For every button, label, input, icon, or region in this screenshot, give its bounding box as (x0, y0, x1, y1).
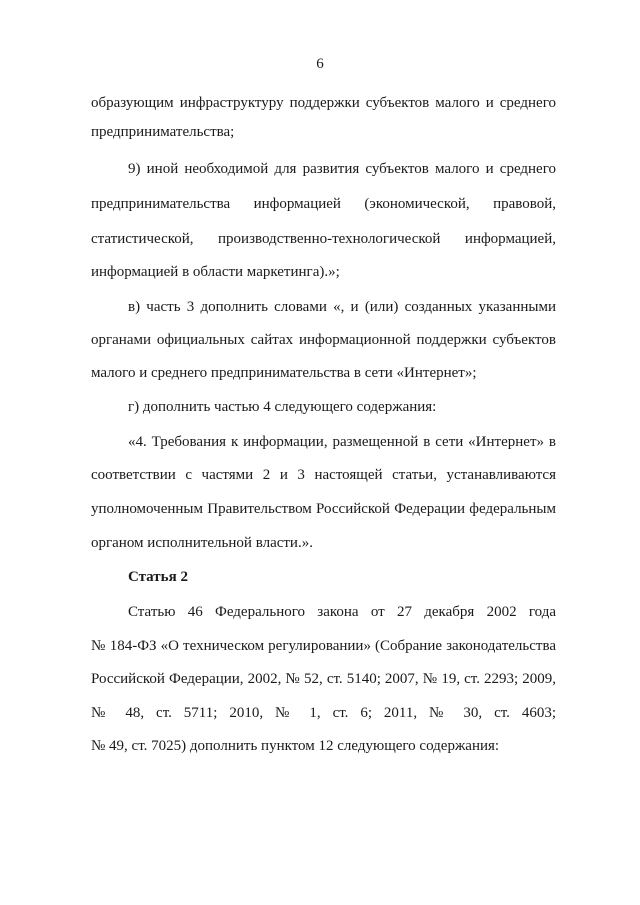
text-line: № 49, ст. 7025) дополнить пунктом 12 следующего содержания: (91, 738, 500, 754)
text-line: органами официальных сайтах информационной поддержки субъектов (91, 332, 556, 348)
page-number: 6 (316, 56, 324, 72)
text-line: 9) иной необходимой для развития субъектов малого и среднего (128, 161, 556, 177)
text-line: в) часть 3 дополнить словами «, и (или) созданных указанными (128, 299, 556, 315)
article-heading: Статья 2 (128, 569, 188, 585)
text-line: образующим инфраструктуру поддержки субъектов малого и среднего (91, 95, 556, 111)
text-line: № 48, ст. 5711; 2010, № 1, ст. 6; 2011, № 30, ст. 4603; (91, 705, 556, 721)
text-line: соответствии с частями 2 и 3 настоящей статьи, устанавливаются (91, 467, 556, 483)
text-line: «4. Требования к информации, размещенной в сети «Интернет» в (128, 434, 556, 450)
text-line: уполномоченным Правительством Российской Федерации федеральным (91, 501, 556, 517)
text-line: статистической, производственно-технологической информацией, (91, 231, 556, 247)
text-line: № 184-ФЗ «О техническом регулировании» (Собрание законодательства (91, 638, 556, 654)
text-line: информацией в области маркетинга).»; (91, 264, 340, 280)
text-line: малого и среднего предпринимательства в сети «Интернет»; (91, 365, 477, 381)
text-line: Российской Федерации, 2002, № 52, ст. 5140; 2007, № 19, ст. 2293; 2009, (91, 671, 556, 687)
text-line: органом исполнительной власти.». (91, 535, 313, 551)
text-line: предпринимательства информацией (экономической, правовой, (91, 196, 556, 212)
text-line: предпринимательства; (91, 124, 235, 140)
text-line: г) дополнить частью 4 следующего содержания: (128, 399, 437, 415)
text-line: Статью 46 Федерального закона от 27 декабря 2002 года (128, 604, 556, 620)
